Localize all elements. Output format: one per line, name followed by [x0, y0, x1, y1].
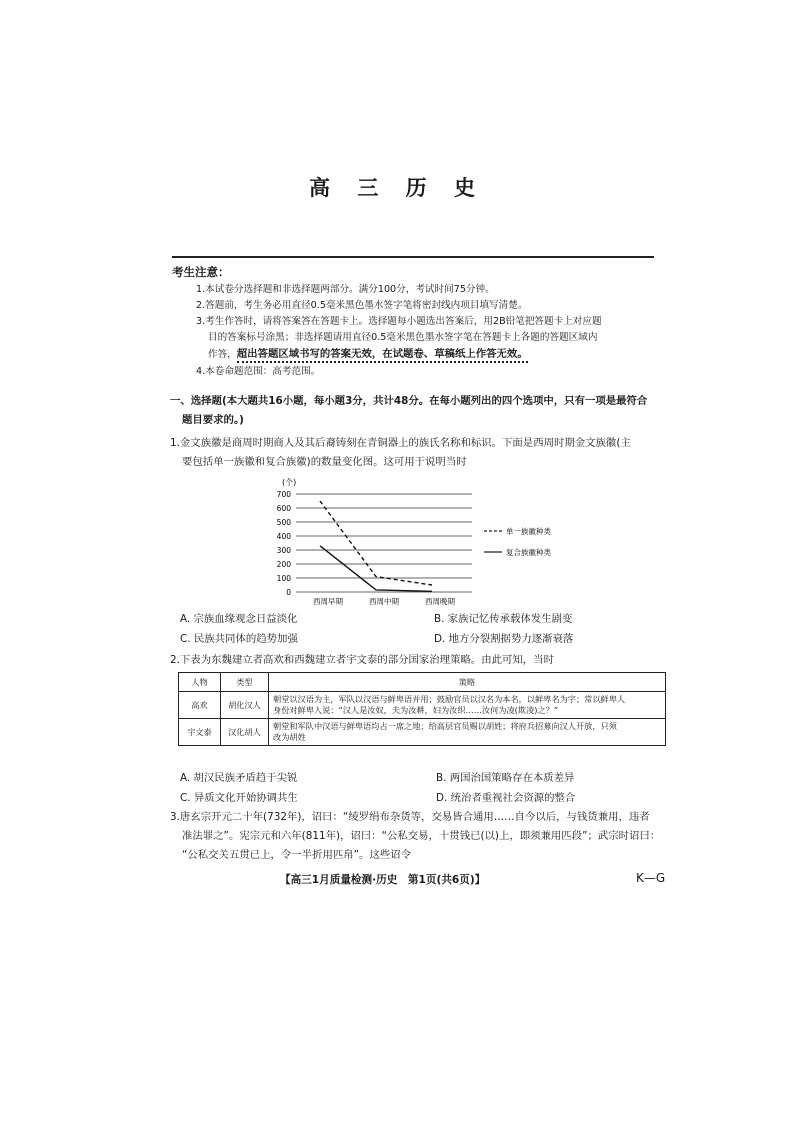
strategy-line: 朝堂和军队中汉语与鲜卑语均占一席之地；给高层官员赐以胡姓；将府兵招募向汉人开放，只须 — [273, 721, 617, 731]
table-header-row — [179, 673, 666, 692]
table-header-strategy: 策略 — [269, 673, 666, 692]
table-header-person: 人物 — [179, 673, 221, 692]
q2-stem: 2.下表为东魏建立者高欢和西魏建立者宇文泰的部分国家治理策略。由此可知，当时 — [170, 654, 554, 666]
legend-single-label: 单一族徽种类 — [506, 527, 551, 536]
notice-item-4: 4.本卷命题范围：高考范围。 — [196, 366, 321, 377]
chart-y-tick-label: 100 — [276, 574, 291, 583]
page-title: 高 三 历 史 — [309, 175, 485, 200]
header-rule — [172, 256, 654, 258]
q3-stem-line3: “公私交关五贯已上，令一半折用匹帛”。这些诏令 — [182, 849, 411, 861]
chart-y-unit: (个) — [282, 478, 297, 487]
notice-item-3: 3.考生作答时，请将答案答在答题卡上。选择题每小题选出答案后，用2B铅笔把答题卡上对应题 — [196, 316, 602, 327]
paper-code: K—G — [636, 871, 666, 885]
q1-option-a[interactable]: A. 宗族血缘观念日益淡化 — [180, 613, 298, 625]
legend-compound-label: 复合族徽种类 — [506, 548, 551, 557]
table-row — [179, 719, 666, 746]
notice-item-3-cont2 — [208, 346, 662, 363]
table-cell-person: 高欢 — [179, 692, 221, 719]
q2-option-d[interactable]: D. 统治者重视社会资源的整合 — [436, 792, 576, 804]
q1-stem-line2: 要包括单一族徽和复合族徽)的数量变化图。这可用于说明当时 — [182, 456, 467, 468]
q1-option-c[interactable]: C. 民族共同体的趋势加强 — [180, 633, 298, 645]
chart-gridlines — [296, 494, 472, 592]
table-cell-strategy — [269, 719, 666, 746]
table-cell-person: 宇文泰 — [179, 719, 221, 746]
chart-y-tick-label: 200 — [276, 560, 291, 569]
q2-option-c[interactable]: C. 异质文化开始协调共生 — [180, 792, 298, 804]
notice-emphasis: 超出答题区域书写的答案无效，在试题卷、草稿纸上作答无效。 — [237, 348, 528, 363]
strategy-line: 改为胡姓 — [273, 732, 306, 742]
table-cell-type: 汉化胡人 — [221, 719, 269, 746]
series-line-compound-emblem — [320, 546, 432, 592]
strategy-line: 朝堂以汉语为主，军队以汉语与鲜卑语并用；鼓励官员以汉名为本名，以鲜卑名为字；常以鲜卑人 — [273, 694, 626, 704]
chart-y-tick-label: 300 — [276, 546, 291, 555]
table-cell-type: 胡化汉人 — [221, 692, 269, 719]
q1-option-d[interactable]: D. 地方分裂割据势力逐渐衰落 — [434, 633, 574, 645]
section-heading: 一、选择题(本大题共16小题，每小题3分，共计48分。在每小题列出的四个选项中，只有一项是最符合 — [170, 395, 648, 407]
page-footer: 【高三1月质量检测·历史 第1页(共6页)】 — [280, 874, 486, 886]
chart-x-tick-label: 西周中期 — [369, 597, 399, 606]
table-cell-strategy — [269, 692, 666, 719]
q3-stem-line2: 准法罪之”。宪宗元和六年(811年)，诏曰：“公私交易，十贯钱已(以)上，即须兼用匹段”；武宗时诏曰： — [182, 830, 661, 842]
series-line-single-emblem — [320, 501, 432, 585]
chart-y-tick-label: 600 — [276, 504, 291, 513]
q1-option-b[interactable]: B. 家族记忆传承载体发生剧变 — [434, 613, 573, 625]
notice-item-1: 1.本试卷分选择题和非选择题两部分。满分100分，考试时间75分钟。 — [196, 284, 495, 295]
notice-item-2: 2.答题前，考生务必用直径0.5毫米黑色墨水签字笔将密封线内项目填写清楚。 — [196, 300, 528, 311]
table-header-type: 类型 — [221, 673, 269, 692]
q1-stem-line1: 1.金文族徽是商周时期商人及其后裔铸刻在青铜器上的族氏名称和标识。下面是西周时期金文族徽(主 — [170, 437, 631, 449]
table-row — [179, 692, 666, 719]
chart-x-tick-label: 西周晚期 — [425, 597, 455, 606]
chart-y-tick-label: 700 — [276, 490, 291, 499]
strategy-line: 身份对鲜卑人说：“汉人是汝奴，夫为汝耕，妇为汝织……汝何为凌(欺凌)之？” — [273, 705, 559, 715]
chart-y-tick-label: 500 — [276, 518, 291, 527]
chart-y-ticks — [277, 490, 292, 597]
chart-y-tick-label: 400 — [276, 532, 291, 541]
chart-x-ticks — [313, 596, 455, 606]
q2-strategy-table — [178, 672, 666, 746]
q3-stem-line1: 3.唐玄宗开元二十年(732年)，诏曰：“绫罗绢布杂货等，交易皆合通用……自今以后，与钱货兼用，违者 — [170, 811, 650, 823]
q2-option-a[interactable]: A. 胡汉民族矛盾趋于尖锐 — [180, 772, 298, 784]
notice-heading: 考生注意： — [172, 265, 230, 279]
chart-y-tick-label: 0 — [286, 588, 291, 597]
section-heading-cont: 题目要求的。) — [182, 414, 244, 426]
q2-option-b[interactable]: B. 两国治国策略存在本质差异 — [436, 772, 575, 784]
q1-line-chart — [262, 474, 602, 616]
chart-x-tick-label: 西周早期 — [313, 597, 343, 606]
notice-answer-area-text: 作答， — [208, 349, 237, 360]
chart-legend — [484, 526, 551, 557]
notice-item-3-cont: 目的答案标号涂黑；非选择题请用直径0.5毫米黑色墨水签字笔在答题卡上各题的答题区域内 — [208, 332, 598, 343]
